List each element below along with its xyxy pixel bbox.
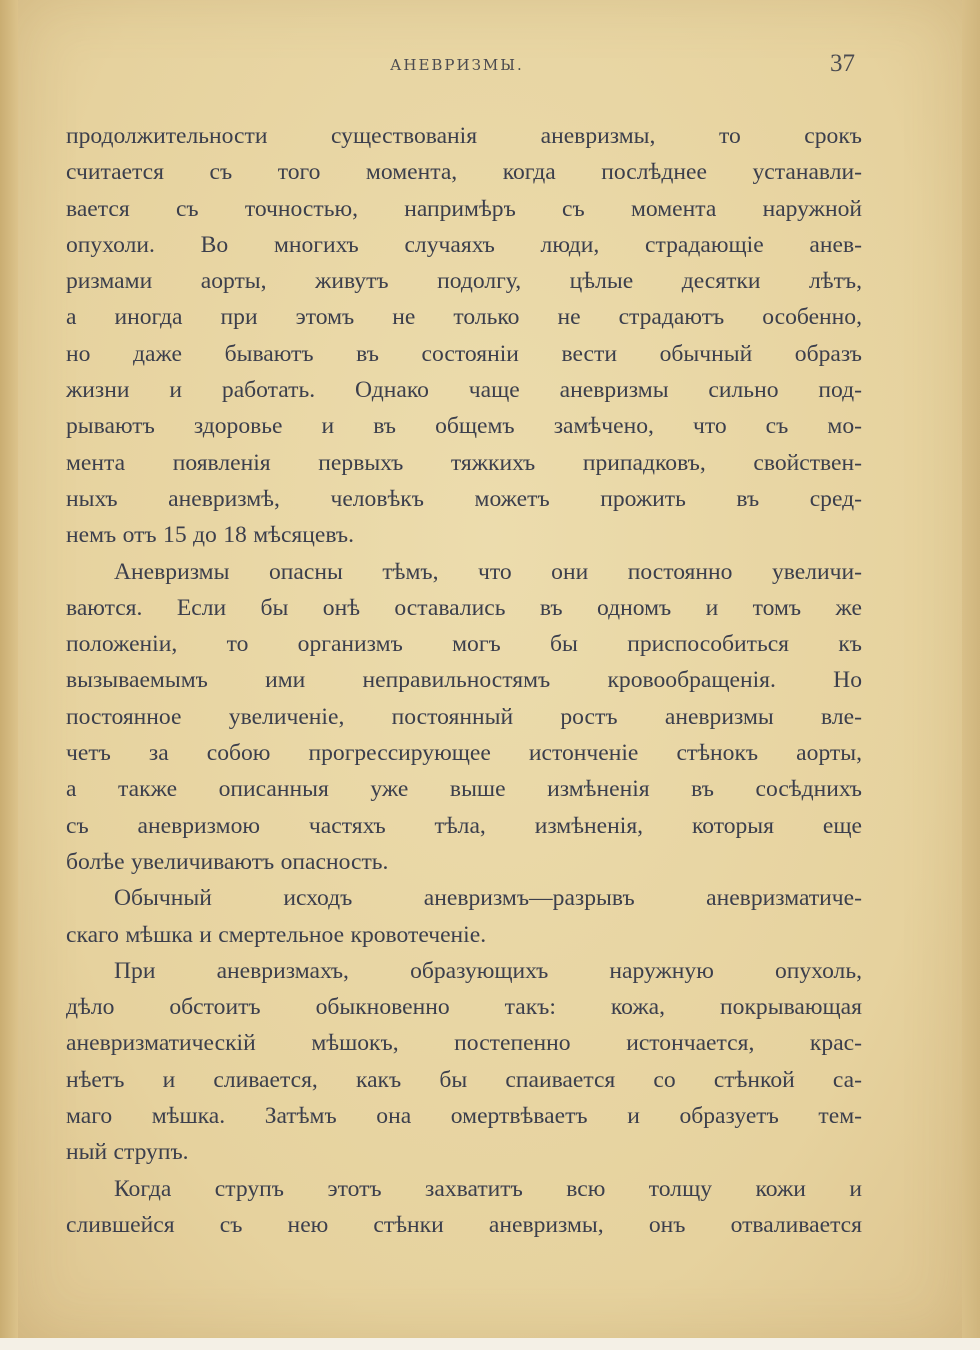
page-right-edge (962, 0, 980, 1338)
text-line: дѣло обстоитъ обыкновенно такъ: кожа, покрывающая (66, 994, 862, 1021)
text-line: маго мѣшка. Затѣмъ она омертвѣваетъ и образуетъ тем- (66, 1103, 862, 1130)
text-line: ризмами аорты, живутъ подолгу, цѣлые десятки лѣтъ, (66, 268, 862, 295)
text-line: ный струпъ. (66, 1139, 189, 1166)
text-line: Аневризмы опасны тѣмъ, что они постоянно увеличи- (114, 558, 862, 585)
page-spine-shadow (0, 0, 18, 1338)
text-line: слившейся съ нею стѣнки аневризмы, онъ отваливается (66, 1211, 862, 1238)
text-line: а также описанныя уже выше измѣненiя въ сосѣднихъ (66, 776, 862, 803)
running-title: АНЕВРИЗМЫ. (390, 56, 524, 74)
scan-bottom-margin (0, 1338, 980, 1350)
text-line: но даже бываютъ въ состоянiи вести обычный образъ (66, 340, 862, 367)
text-line: постоянное увеличенiе, постоянный ростъ аневризмы вле- (66, 703, 862, 730)
text-line: опухоли. Во многихъ случаяхъ люди, страдающiе анев- (66, 231, 862, 258)
paragraph (66, 1171, 862, 1244)
text-line: продолжительности существованiя аневризмы, то срокъ (66, 123, 862, 149)
text-line: скаго мѣшка и смертельное кровотеченiе. (66, 921, 487, 948)
text-line: считается съ того момента, когда послѣднее устанавли- (66, 159, 862, 186)
text-line: ваются. Если бы онѣ оставались въ одномъ и томъ же (66, 594, 862, 621)
text-line: ныхъ аневризмѣ, человѣкъ можетъ прожить въ сред- (66, 485, 862, 512)
text-line: аневризматическiй мѣшокъ, постепенно истончается, крас- (66, 1030, 862, 1057)
text-line: Обычный исходъ аневризмъ—разрывъ аневризматиче- (114, 885, 862, 912)
text-line: а иногда при этомъ не только не страдаютъ особенно, (66, 304, 862, 331)
text-line: нѣетъ и сливается, какъ бы спаивается со стѣнкой са- (66, 1066, 862, 1093)
text-line: болѣе увеличиваютъ опасность. (66, 848, 389, 875)
text-line: Когда струпъ этотъ захватитъ всю толщу кожи и (114, 1175, 862, 1202)
text-line: съ аневризмою частяхъ тѣла, измѣненiя, которыя еще (66, 812, 862, 839)
body-text (66, 118, 862, 1243)
page-number: 37 (830, 50, 855, 77)
text-line: жизни и работать. Однако чаще аневризмы сильно под- (66, 377, 862, 404)
text-line: рываютъ здоровье и въ общемъ замѣчено, что съ мо- (66, 413, 862, 440)
paragraph (66, 554, 862, 881)
text-line: четъ за собою прогрессирующее истонченiе стѣнокъ аорты, (66, 740, 862, 767)
paragraph (66, 118, 862, 554)
paragraph (66, 953, 862, 1171)
text-line: вызываемымъ ими неправильностямъ кровообращенiя. Но (66, 667, 862, 694)
text-line: При аневризмахъ, образующихъ наружную опухоль, (114, 957, 862, 984)
text-line: мента появленiя первыхъ тяжкихъ припадковъ, свойствен- (66, 449, 862, 476)
text-line: вается съ точностью, напримѣръ съ момента наружной (66, 195, 862, 222)
text-line: немъ отъ 15 до 18 мѣсяцевъ. (66, 522, 355, 549)
paragraph (66, 880, 862, 953)
text-line: положенiи, то организмъ могъ бы приспособиться къ (66, 631, 862, 658)
